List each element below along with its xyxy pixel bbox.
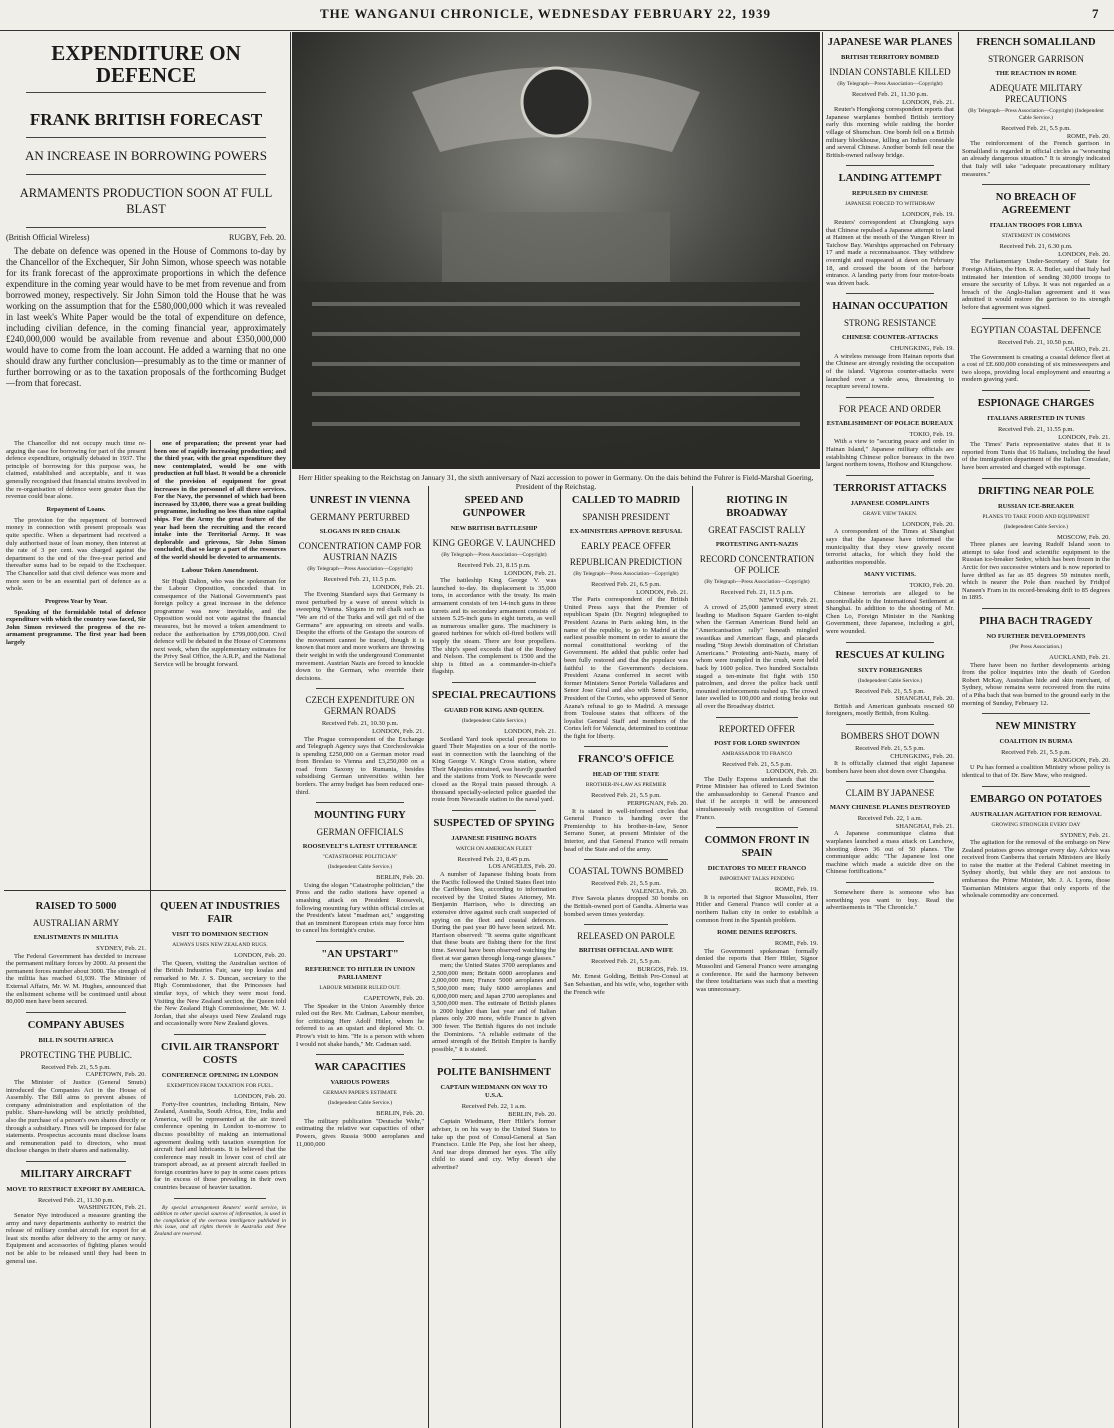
source-line: (Independent Cable Service.) [327,1100,393,1107]
dateline: LONDON, Feb. 21. [504,727,556,735]
received-line: Received Feb. 21, 5.5 p.m. [41,1063,111,1071]
received-line: Received Feb. 22, 1 a.m. [857,815,923,823]
headline: "AN UPSTART" [321,949,399,960]
headline: CZECH EXPENDITURE ON GERMAN ROADS [305,695,415,717]
subhead: EARLY PEACE OFFER [581,541,671,551]
column-rule [428,486,429,1428]
middle-column-3 [564,488,688,1428]
dateline: TOKIO, Feb. 20. [909,582,954,590]
dateline: SHANGHAI, Feb. 21. [895,822,954,830]
subhead: SPANISH PRESIDENT [582,512,670,522]
dateline: LONDON, Feb. 20. [902,520,954,528]
paragraph: The Queen, visiting the Australian section of the British Industries Fair, saw top koalas and remarked to Mr. J. S. Duncan, secretary to the High Commissioner, that the Princesses had similar toys, of which they were most fond. Visiting the New Zealand section, the Queen told the New Zealand High Commissioner, Mr. W. J. Jordan, that she always used New Zealand rugs and occasionally wore New Zealand gloves. [154,959,286,1028]
subhead: NEW BRITISH BATTLESHIP [450,525,538,532]
paragraph: It is reported that Signor Mussolini, Herr Hitler and General Franco will confer at a northern Italian city in order to establish a common front in the Spanish problem. [696,893,818,924]
headline: RESCUES AT KULING [835,649,945,661]
dateline: VALENCIA, Feb. 20. [631,887,688,895]
received-line: Received Feb. 21, 10.50 p.m. [997,338,1075,346]
subhead: STRONG RESISTANCE [843,318,937,329]
paragraph: Sir Hugh Dalton, who was the spokesman for the Labour Opposition, conceded that in consequence of the National Government's past foreign policy a great increase in the defence programme was now inevitable, and the Opposition would not vote against the financial measures, but he moved a token amendment to reduce the authorisation by £799,000,000. Civil defence will be debated in the House of Commons next week, when the supplementary estimates for the Privy Seal Office, the A.R.P., and the National Service will be brought forward. [154,577,286,669]
received-line: Received Feb. 21, 5.5 p.m. [722,760,792,768]
headline: CIVIL AIR TRANSPORT COSTS [161,1041,279,1066]
headline: ESPIONAGE CHARGES [977,398,1095,410]
subhead: GERMAN OFFICIALS [316,827,404,838]
dateline: LONDON, Feb. 21. [636,588,688,596]
photo-image [292,32,820,469]
lead-paragraph: The debate on defence was opened in the House of Commons to-day by the Chancellor of the Exchequer, Sir John Simon, whose speech was notable for its frank forecast of the approximate proportions in which the defence expenditure in the coming year would have to be met from revenue and from borrowed money, respectively. Sir John Simon told the House that he was working on the assumption that for the £580,000,000 which it was revealed in last week's White Paper would be the total of expenditure on defence, including civilian defence, in the coming financial year, approximately £240,000,000 would be available from revenue and about £350,000,000 would have to come from the loan account. He added a warning that no one should draw any further conclusion—presumably as to the time or manner of further borrowing or as to the taxation proposals of the forthcoming Budget—from that forecast. [6,245,286,388]
paragraph: British and American gunboats rescued 60 foreigners, mostly British, from Kuling. [826,702,954,718]
subhead: AUSTRALIAN ARMY [32,918,120,928]
dateline: ROME, Feb. 19. [774,940,818,948]
headline: RAISED TO 5000 [35,901,117,912]
received-line: Received Feb. 21, 6.5 p.m. [591,581,661,588]
subhead: Repayment of Loans. [46,505,106,513]
dateline: LONDON, Feb. 21. [372,727,424,735]
received-line: Received Feb. 21, 10.30 p.m. [321,720,399,728]
headline: SUSPECTED OF SPYING [433,817,555,829]
subhead: ESTABLISHMENT OF POLICE BUREAUX [826,419,954,427]
received-line: Received Feb. 21, 11.5 p.m. [323,576,397,583]
headline: FOR PEACE AND ORDER [838,403,942,414]
headline: COASTAL TOWNS BOMBED [568,866,684,877]
deck: AN INCREASE IN BORROWING POWERS [25,148,267,163]
source-line: (Independent Cable Service.) [1003,523,1069,530]
subheadline: FRANK BRITISH FORECAST [29,110,263,129]
reichstag-photo [292,32,820,469]
dateline: RANGOON, Feb. 20. [1053,756,1110,764]
column-rule [290,32,291,1428]
paragraph: The Prague correspondent of the Exchange and Telegraph Agency says that Czechoslovakia is spending £250,000 on a German motor road from Breslau to Vienna and £3,250,000 on a road from Saxony to Rumania, besides subsidising German universities within her borders. The army budget has been reduced one-third. [296,735,424,796]
source-line: (By Telegraph—Press Association—Copyright) [441,552,547,558]
received-line: Received Feb. 21, 5.5 p.m. [1001,749,1071,757]
subhead: RECORD CONCENTRATION OF POLICE [699,554,815,575]
subhead: VISIT TO DOMINION SECTION [171,931,269,938]
headline: SPEED AND GUNPOWER [462,495,526,519]
dateline: CAPETOWN, Feb. 20. [85,1071,146,1079]
masthead-title: THE WANGANUI CHRONICLE, WEDNESDAY FEBRUARY 22, 1939 [320,6,771,21]
received-line: Received Feb. 21, 11.30 p.m. [851,91,929,98]
dateline: PERPIGNAN, Feb. 20. [627,800,688,808]
headline: REPORTED OFFER [718,723,796,734]
subhead: CONCENTRATION CAMP FOR AUSTRIAN NAZIS [298,541,422,562]
source-line: (Independent Cable Service.) [461,717,527,724]
headline: MILITARY AIRCRAFT [20,1168,132,1180]
paragraph: Captain Wiedmann, Herr Hitler's former adviser, is on his way to the United States to take up the post of Consul-General at San Francisco. Little He Pep, she lost her sheep, And tear drops dimmed her eyes. The silly child to stand and cry. Why doesn't she advertise? [432,1118,556,1172]
received-line: Received Feb. 21, 6.30 p.m. [999,243,1073,251]
dateline: WASHINGTON, Feb. 21. [78,1204,146,1212]
paragraph: The military publication "Deutsche Wehr," estimating the relative war capacities of other Powers, gives Russia 9000 aeroplanes and 11,000,000 [296,1117,424,1148]
dateline: MOSCOW, Feb. 20. [1056,533,1110,541]
dateline: BURGOS, Feb. 19. [637,965,688,973]
dateline: CAIRO, Feb. 21. [1065,346,1110,354]
paragraph: Chinese terrorists are alleged to be uncontrollable in the International Settlement at Shanghai. In addition to the shooting of Mr. Chen Lo, Foreign Minister in the Nanking Government, three Japanese, including a girl, were wounded. [826,589,954,635]
headline: DRIFTING NEAR POLE [977,485,1095,497]
headline: UNREST IN VIENNA [309,495,411,506]
subhead: MANY VICTIMS. [864,571,916,579]
subhead: AUSTRALIAN AGITATION FOR REMOVAL [970,810,1102,818]
headline: SPECIAL PRECAUTIONS [432,689,556,701]
column-rule [150,440,151,1428]
paragraph: The Minister of Justice (General Smuts) introduced the Companies Act in the House of Assembly. The Bill aims to prevent abuses of company administration and exploitation of the public. Share-hawking will be strictly prohibited, also the purchase of a person's own shares directly or through a subsidiary. Fines will be imposed for false statements. Prospectus accounts must disclose loans and remuneration paid to directors, who must disclose changes in their shares and nationality. [6,1078,146,1155]
headline: RIOTING IN BROADWAY [726,495,788,519]
subhead: JAPANESE FORCED TO WITHDRAW [845,201,935,208]
headline: BOMBERS SHOT DOWN [840,730,940,741]
subhead: GRAVE VIEW TAKEN. [862,510,918,517]
subhead: ALWAYS USES NEW ZEALAND RUGS. [172,942,268,948]
subhead: DICTATORS TO MEET FRANCO [707,865,807,873]
subhead: ENLISTMENTS IN MILITIA [33,934,119,941]
subhead: Progress Year by Year. [44,597,108,605]
middle-column-1 [296,488,424,1428]
dateline: LONDON, Feb. 20. [766,768,818,776]
paragraph: The Speaker in the Union Assembly thrice ruled out the Rev. Mr. Cadman, Labour member, for criticising Herr Adolf Hitler, whom he referred to as an upstart and deplored Mr. O. Pirow's visit to him. "He is a person with whom I would not shake hands," Mr. Cadman said. [296,1002,424,1048]
headline: FRANCO'S OFFICE [578,754,674,766]
subhead: BROTHER-IN-LAW AS PREMIER [585,782,667,789]
subhead: SLOGANS IN RED CHALK [319,528,401,535]
subhead: ROME DENIES REPORTS. [717,929,797,937]
paragraph: Using the slogan "Catastrophe politician," the Press and the radio stations have opened a smashing attack on President Roosevelt, following mounting fury within official circles at the President's latest "madman act," suggesting that an imminent European crisis may force him to cancel his fortnight's cruise. [296,881,424,935]
source-line: (British Official Wireless) [6,233,90,242]
headline: NEW MINISTRY [995,721,1077,733]
received-line: Received Feb. 21, 5.5 p.m. [591,880,661,888]
dateline: ROME, Feb. 20. [1066,132,1110,140]
subhead: GERMANY PERTURBED [310,512,410,522]
dateline: CAPETOWN, Feb. 20. [363,995,424,1002]
paragraph: one of preparation; the present year had been one of rapidly increasing production; and the third year, with the great expenditure they now contemplated, would be one with production at full blast. It would be a chronicle of the provision of equipment for great increases in the personnel of all three services. For the Navy, the personnel of which had been increased by 33,000, there was a great building programme, including no less than nine capital ships. For the Army the great feature of the year had been the recruiting and the record intake into the Territorial Army. It was deplorable and grievous, Sir John Simon concluded, that so large a part of the resources of the world should be devoted to armaments. [154,440,286,561]
dateline: SYDNEY, Feb. 21. [1060,831,1110,839]
received-line: Received Feb. 21, 8.45 p.m. [457,855,531,863]
paragraph: The Federal Government has decided to increase the permanent military forces by 2000. At present the permanent forces number about 3000. The strength of the militia has reached 61,939. The Minister of External Affairs, Mr. W. M. Hughes, announced that the enlistment scheme will be continued until about 80,000 men have been secured. [6,952,146,1006]
paragraph: The Chancellor did not occupy much time re-arguing the case for borrowing for part of the present defence expenditure, originally debated in 1937. The principle of borrowing for this purpose was, he claimed, established and acceptable, and it was generally recognised that financial strains involved in the re-organisation of defence were greater than the revenue could bear alone. [6,440,146,501]
subhead: BILL IN SOUTH AFRICA [38,1036,114,1044]
subhead: POST FOR LORD SWINTON [714,739,800,747]
headline: JAPANESE WAR PLANES [827,37,953,48]
subhead: CHINESE COUNTER-ATTACKS [841,334,938,342]
subhead: JAPANESE FISHING BOATS [451,834,537,842]
dateline: LONDON, Feb. 21. [1058,433,1110,441]
headline: QUEEN AT INDUSTRIES FAIR [160,901,280,925]
right-column-1 [826,36,954,1428]
deck: ARMAMENTS PRODUCTION SOON AT FULL BLAST [19,186,273,216]
dateline: LOS ANGELES, Feb. 20. [488,863,556,871]
received-line: Received Feb. 21, 5.5 p.m. [855,687,925,695]
middle-column-4 [696,488,818,1428]
subhead: COALITION IN BURMA [999,738,1073,746]
paragraph: The agitation for the removal of the embargo on New Zealand potatoes grows stronger every day. Advice was received from Canberra that certain Ministers are likely to raise the matter at the Federal Cabinet meeting in Sydney shortly, but while they are not anxious to embarrass the Prime Minister, Mr. J. A. Lyons, those Tasmanian Ministers argue that only exports of the wholesale commodity are concerned. [962,839,1110,900]
subhead: SIXTY FOREIGNERS [857,666,923,674]
subhead: GREAT FASCIST RALLY [708,525,806,535]
subhead: REFERENCE TO HITLER IN UNION PARLIAMENT [305,966,415,981]
subhead: GERMAN PAPER'S ESTIMATE [323,1090,397,1097]
subhead: IMPORTANT TALKS PENDING [719,876,795,883]
paragraph: A Japanese communique claims that warplanes launched a mass attack on Lanchow, shooting down 36 out of 50 planes. The communique adds: "The Japanese lost one machine which made a suicide dive on the Chinese fortifications." [826,830,954,876]
paragraph: The Paris correspondent of the British United Press says that the Premier of republican Spain (Dr. Negrin) telegraphed to President Azana in Paris asking him, in the name of the republic, to go to Madrid at the earliest possible moment in order to assure the normal constitutional working of the Government. He added that public order had been fully restored and that the populace was faithful to the Government's decisions. President Azana conferred in secret with former Ministers Senor Portela Valladares and Senor Jose Giral and also with Senor Barrio, President of the Cortes, who approved of Senor Azana's refusal to go to Madrid. A message from Toulouse states that officers of the loyalist General Staff and members of the Cortes left for Valencia, determined to continue the fight for liberty. [564,596,688,740]
subhead: BRITISH OFFICIAL AND WIFE [578,947,674,955]
dateline: CHUNGKING, Feb. 20. [890,752,954,760]
photo-caption: Herr Hitler speaking to the Reichstag on January 31, the sixth anniversary of Nazi accession to power in Germany. On the dais behind the Fuhrer is Field-Marshal Goering, President of the Reichstag. [298,473,814,491]
column-rule [822,32,823,1428]
headline: CALLED TO MADRID [571,495,681,506]
middle-column-2 [432,488,556,1428]
subhead: BRITISH TERRITORY BOMBED [841,54,939,61]
dateline: SYDNEY, Feb. 21. [96,945,146,952]
paragraph: With a view to "securing peace and order in Hainan Island," Japanese military officials are establishing Chinese police bureaux in the two largest northern towns, Hoihow and Kiungchow. [826,438,954,469]
received-line: Received Feb. 21, 11.55 p.m. [997,426,1075,434]
left-bottom-column-2 [154,894,286,1428]
received-line: Received Feb. 21, 11.5 p.m. [720,589,794,596]
headline: LANDING ATTEMPT [838,173,942,185]
paragraph: A correspondent of the Times at Shanghai says that the Japanese have informed the municipality that they view gravely recent terrorist attacks, for which they hold the authorities responsible. [826,528,954,566]
paragraph: Speaking of the formidable total of defence expenditure with which the country was faced, Sir John Simon reviewed the progress of the re-armament programme. The first year had been largely [6,608,146,647]
subhead: MANY CHINESE PLANES DESTROYED [829,804,951,812]
paragraph: Mr. Ernest Golding, British Pro-Consul at San Sebastian, and his wife, who, together with the French wife [564,973,688,996]
paragraph: U Pu has formed a coalition Ministry whose policy is identical to that of Dr. Baw Maw, who resigned. [962,764,1110,779]
subhead: ADEQUATE MILITARY PRECAUTIONS [989,83,1083,104]
dateline: LONDON, Feb. 20. [1058,250,1110,258]
footer-note: By special arrangement Reuters' world service, in addition to other special sources of information, is used in the compilation of the overseas intelligence published in this issue, and all rights therein in Australia and New Zealand are reserved. [154,1204,286,1237]
received-line: Received Feb. 22, 1 a.m. [461,1103,527,1111]
paragraph: The Times' Paris representative states that it is reported from Tunis that 16 Italians, including the head of the immigration department of the Italian Consulate, have been arrested and charged with espionage. [962,441,1110,472]
subhead: REPUBLICAN PREDICTION [569,557,683,567]
subhead: MOVE TO RESTRICT EXPORT BY AMERICA. [6,1185,146,1193]
subhead: LABOUR MEMBER RULED OUT. [319,985,401,991]
source-line: (By Telegraph—Press Association—Copyright) [307,566,413,572]
headline: POLITE BANISHMENT [436,1067,552,1079]
source-line: (By Telegraph—Press Association—Copyright) [837,81,943,87]
dateline: BERLIN, Feb. 20. [508,1110,556,1118]
subhead: AMBASSADOR TO FRANCO [721,750,793,757]
headline: RELEASED ON PAROLE [577,931,675,942]
received-line: Received Feb. 21, 5.5 p.m. [591,792,661,800]
paragraph: Five Savoia planes dropped 30 bombs on the British-owned port of Gandia. Almeria was bombed seven times yesterday. [564,895,688,918]
subhead: VARIOUS POWERS [330,1079,390,1087]
right-column-2 [962,36,1110,1428]
paragraph: Three planes are leaving Rudolf Island soon to attempt to take food and scientific equipment to the Russian ice-breaker Sedov, which has been frozen in the Arctic for two successive winters and is now reported to have drifted as far as 85 degrees 59 minutes north, which is nearer the Pole than reached by Fridtjof Nansen's Fram in its record-breaking drift to 85 degrees in 1895. [962,541,1110,602]
headline: EMBARGO ON POTATOES [970,793,1102,805]
subhead: STRONGER GARRISON [988,54,1084,64]
paragraph: Reuters' correspondent at Chungking says that Chinese repulsed a Japanese attempt to land at Haimen at the mouth of the Yungan River in Taichow Bay. Warships approached on February 17 and made a reconnaissance. They withdrew overnight and reappeared at dawn on February 18, and crossed the boom of the harbour entrance. A landing party from four motor-boats was driven back. [826,218,954,287]
subhead: WATCH ON AMERICAN FLEET [455,845,533,852]
headline: PIHA BACH TRAGEDY [979,615,1093,627]
subhead: PROTESTING ANTI-NAZIS [715,541,799,548]
received-line: Received Feb. 21, 8.15 p.m. [457,562,531,569]
paragraph: Senator Nye introduced a measure granting the army and navy departments authority to restrict the release of military combat aircraft for export for at least six months after delivery to the army or navy. Equipment and accessories of fighting planes would not be able to be released until they had been in general use. [6,1212,146,1265]
paragraph: Scotland Yard took special precautions to guard Their Majesties on a tour of the north-east in connection with the launching of the King George V. King's Cross station, where Their Majesties entrained, was heavily guarded and the stations from York to Newcastle were closed as the Royal train passed through. A thousand specially-selected police guarded the route from Newcastle station to the naval yard. [432,735,556,804]
subhead: INDIAN CONSTABLE KILLED [829,67,951,77]
headline: MOUNTING FURY [314,810,406,822]
subhead: ROOSEVELT'S LATEST UTTERANCE [302,843,418,851]
paragraph: A crowd of 25,000 jammed every street leading to Madison Square Garden to-night when the German American Bund held an "Americanisation rally" beneath mingled swastikas and American flags, and placards reading "Stop Jewish domination of Christian Americans." Protesting anti-Nazis, many of whom were trampled in the crush, were held back by 1600 police. Two hundred Socialists staged a ten-minute fist fight with 150 patrolmen, and drove the police back until mounted reinforcements rushed up. The crowd later swelled to 100,000 and rioting broke out all over the Broadway district. [696,604,818,710]
headline: TERRORIST ATTACKS [833,482,947,494]
paragraph: The Government is creating a coastal defence fleet at a cost of £E.600,000 consisting of six minesweepers and two sloops, providing local employment and ensuring a modern graving yard. [962,353,1110,384]
subhead: Labour Token Amendment. [181,566,259,574]
dateline: LONDON, Feb. 21. [372,583,424,591]
paragraph: The battleship King George V. was launched to-day. Its displacement is 35,000 tons, in accordance with the treaty. Its main armament consists of ten 14-inch guns in three turrets and its secondary armament consists of sixteen 5.25-inch guns in eight turrets, as well as numerous smaller guns. The machinery is geared turbines for which oil-fired boilers will supply the steam. There are four propellers. The ship's speed exceeds that of the Rodney and Nelson. The complement is 1500 and the ship is fitted as a commander-in-chief's flagship. [432,577,556,676]
paragraph: Forty-five countries, including Britain, New Zealand, Australia, South Africa, Eire, India and America, will be represented at the air travel conference opening in London to-morrow to discuss possibility of making an international agreement dealing with taxation exemption for aircraft fuel and lubricants. It is believed that the conference may result in lower cost of civil air transport abroad, as at present aircraft fuelled in foreign countries have to pay in some cases prices far in excess of those prevailing in their own countries because of heavier taxation. [154,1100,286,1192]
paragraph: The Government spokesman formally denied the reports that Herr Hitler, Signor Mussolini and General Franco were arranging a conference. He said the harmony between the three totalitarians was such that a meeting was unnecessary. [696,947,818,993]
received-line: Received Feb. 21, 11.30 p.m. [37,1196,115,1204]
dateline: LONDON, Feb. 21. [504,569,556,577]
headline: NO BREACH OF AGREEMENT [995,192,1077,217]
paragraph: It is officially claimed that eight Japanese bombers have been shot down over Changsha. [826,760,954,775]
paragraph: The Evening Standard says that Germany is most perturbed by a wave of unrest which is sweeping Vienna. Slogans in red chalk such as "We are rid of the Turks and will get rid of the Germans" are appearing on streets and walls. Despite the efforts of the Gestapo the sources of the movement cannot be traced, though it is known that more and more workers are throwing their weight in with the underground Communist movement. Austrian Nazis are forced to knuckle down to the German, who override their decisions. [296,591,424,682]
subhead: KING GEORGE V. LAUNCHED [432,538,556,548]
paragraph: A wireless message from Hainan reports that the Chinese are strongly resisting the occupation of the island. Vigorous counter-attacks were launched over a wide area, threatening to recapture several towns. [826,352,954,391]
source-line: (By Telegraph—Press Association—Copyright) [704,579,810,585]
section-rule [4,890,286,891]
headline: FRENCH SOMALILAND [976,37,1096,48]
headline: CLAIM BY JAPANESE [845,788,935,799]
subhead: EX-MINISTERS APPROVE REFUSAL [569,528,683,535]
subhead: PLANES TO TAKE FOOD AND EQUIPMENT [982,513,1090,520]
dateline: AUCKLAND, Feb. 21. [1049,653,1110,661]
dateline: LONDON, Feb. 21. [902,98,954,106]
subhead: CONFERENCE OPENING IN LONDON [161,1071,279,1079]
subhead: THE REACTION IN ROME [995,70,1077,77]
paragraph: A number of Japanese fishing boats from the Pacific followed the United States fleet into the Caribbean Sea, according to information received by the United States Attorney, Mr. Benjamin Harrison, who is directing an extensive drive against such craft suspected of spying on the fleet and coastal defences. During the past year 80 have been seized. Mr. Harrison observed: "It seems quite significant that these boats are fishing there for the first time. Several have been observed watching the fleet at war games through long-range glasses." [432,871,556,962]
subhead: REPULSED BY CHINESE [852,190,928,198]
subhead: JAPANESE COMPLAINTS [850,499,930,507]
source-line: (Independent Cable Service.) [857,677,923,684]
paragraph: It is stated in well-informed circles that General Franco is handing over the Premiership to his brother-in-law, Senor Serrano Suner, at present Minister of the Interior, and that General Franco will remain head of the State and of the army. [564,807,688,853]
left-bottom-column [6,894,146,1428]
source-line: (Per Press Association.) [1009,643,1063,650]
column-rule [958,32,959,1428]
subhead: STATEMENT IN COMMONS [1001,233,1071,240]
subhead: ITALIANS ARRESTED IN TUNIS [987,415,1085,423]
received-line: Received Feb. 21, 5.5 p.m. [591,958,661,966]
paragraph: The reinforcement of the French garrison in Somaliland is regarded in official circles as "worsening an already dangerous situation." It is strongly indicated that Italy will take "adequate precautionary military measures." [962,140,1110,178]
page-number: 7 [1092,6,1099,21]
headline: EGYPTIAN COASTAL DEFENCE [970,324,1102,335]
headline: WAR CAPACITIES [314,1062,406,1074]
headline: COMPANY ABUSES [27,1019,125,1031]
dateline: TOKIO, Feb. 19. [909,430,954,438]
paragraph: The Daily Express understands that the Prime Minister has offered to Lord Swinton the ambassadorship to General Franco and that if he accepts it will be announced simultaneously with recognition of General Franco. [696,775,818,821]
subhead: HEAD OF THE STATE [592,771,660,779]
subhead: PROTECTING THE PUBLIC. [19,1049,133,1060]
source-line: (By Telegraph—Press Association—Copyright) [573,571,679,577]
subhead: RUSSIAN ICE-BREAKER [997,502,1075,510]
subhead: NO FURTHER DEVELOPMENTS [986,632,1086,640]
subhead: GROWING STRONGER EVERY DAY [991,821,1081,828]
dateline: RUGBY, Feb. 20. [229,233,286,242]
subhead: "CATASTROPHE POLITICIAN" [322,854,398,861]
column-rule [692,486,693,1428]
defence-article [6,34,286,434]
dateline: LONDON, Feb. 19. [902,211,954,219]
paragraph: The Parliamentary Under-Secretary of State for Foreign Affairs, the Hon. R. A. Butler, said that Italy had intimated her intention of sending 30,000 troops to ensure the security of Libya. It was not regarded as a breach of the Anglo-Italian agreement and it was admitted it would restore the garrison to its strength before that agreement was signed. [962,258,1110,311]
column-rule [560,486,561,1428]
dateline: NEW YORK, Feb. 21. [759,596,818,604]
dateline: SHANGHAI, Feb. 20. [895,695,954,703]
headline: HAINAN OCCUPATION [832,301,948,313]
paragraph: There have been no further developments arising from the police inquiries into the death of Gordon Robert McKay, Australian hide and skin merchant, of Sydney, whose remains were recovered from the ruins of a Piha bach that was burned to the ground early in the morning of Sunday, February 12. [962,661,1110,707]
dateline: LONDON, Feb. 20. [234,1092,286,1100]
paragraph: The provision for the repayment of borrowed money in connection with present proposals was quite specific. When a department had received a duly authorised issue of loan money, then interest at the rate of 3 per cent. was charged against the department to the end of the five-year period and thereafter sums had to be repaid to the Exchequer. The Chancellor said that civil defence was more and more seen to be an essential part of defence as a whole. [6,516,146,593]
defence-column-1 [6,440,146,888]
dateline: LONDON, Feb. 20. [234,952,286,959]
headline: EXPENDITURE ON DEFENCE [51,41,241,87]
subhead: ITALIAN TROOPS FOR LIBYA [989,222,1083,230]
dateline: BERLIN, Feb. 20. [376,1110,424,1118]
paragraph: men; the United States 3700 aeroplanes and 2,500,000 men; Britain 6000 aeroplanes and 2,000,000 men; France 5000 aeroplanes and 5,500,000 men; Italy 6000 aeroplanes and 6,000,000 men; and Japan 2700 aeroplanes and 3,500,000 men. The estimate of British planes is 2000 higher than last year and of Italian planes only 200 more, while France is given 300 fewer. The British figures do not include the Dominions. "A reliable estimate of the armed strength of the British Empire is hardly possible," it is stated. [432,962,556,1053]
masthead [0,0,1114,31]
dateline: CHUNGKING, Feb. 19. [890,345,954,353]
subhead: GUARD FOR KING AND QUEEN. [444,706,544,714]
dateline: BERLIN, Feb. 20. [376,874,424,882]
received-line: Received Feb. 21, 5.5 p.m. [855,744,925,752]
defence-column-2 [154,440,286,888]
received-line: Received Feb. 21, 5.5 p.m. [1001,125,1071,132]
paragraph: Reuter's Hongkong correspondent reports that Japanese warplanes bombed British territory early this morning while raiding the border village of Shumchun. One bomb fell on a British military blockhouse, killing an Indian constable and several Chinese. Another bomb fell near the British-owned railway bridge. [826,106,954,159]
source-line: (By Telegraph—Press Association—Copyright) (Independent Cable Service.) [968,108,1104,121]
source-line: (Independent Cable Service.) [327,864,393,871]
subhead: EXEMPTION FROM TAXATION FOR FUEL. [167,1082,273,1089]
dateline: ROME, Feb. 19. [774,886,818,894]
subhead: CAPTAIN WIEDMANN ON WAY TO U.S.A. [440,1084,548,1100]
footer-note: Somewhere there is someone who has something you want to buy. Read the advertisements in "The Chronicle." [826,889,954,912]
headline: COMMON FRONT IN SPAIN [704,835,810,860]
